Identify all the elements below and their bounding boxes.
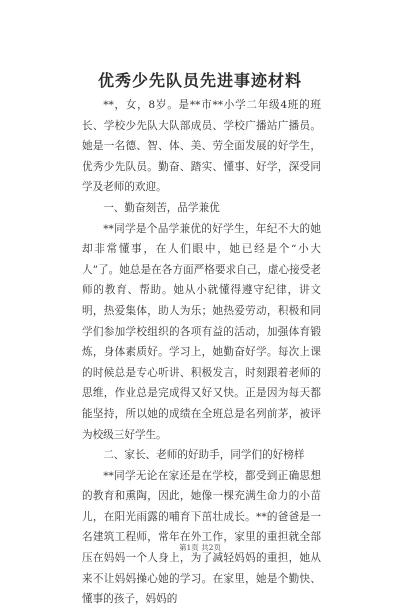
section-paragraph-1: **同学是个品学兼优的好学生，年纪不大的她却非常懂事，在人们眼中，她已经是个“小大人”了。她总是在各方面严格要求自己，虚心接受老师的教育、帮助。她从小就懂得遵守纪律，讲文明，热爱集体，助人为乐；她热爱劳动，积极和同学们参加学校组织的各项有益的活动，加强体育锻炼，身体素质好。学习上，她勤奋好学。每次上课的时候总是专心听讲、积极发言，时刻跟着老师的思维，作业总是完成得又好又快。正是因为每天都能坚持，所以她的成绩在全班总是名列前茅，被评为校级三好学生。	[82, 222, 321, 441]
section-heading-2: 二、家长、老师的好助手，同学们的好榜样	[103, 449, 305, 462]
section-heading-1: 一、勤奋刻苦，品学兼优	[103, 201, 220, 214]
document-title: 优秀少先队员先进事迹材料	[97, 71, 302, 90]
page-number: 第1页 共2页	[179, 543, 221, 552]
section-paragraph-2: **同学无论在家还是在学校，都受到正确思想的教育和熏陶，因此，她像一棵充满生命力的小苗儿，在阳光雨露的哺育下茁壮成长。**的爸爸是一名建筑工程师，常年在外工作，家里的重担就全部压在妈妈一个人身上，为了减轻妈妈的重担，她从来不让妈妈操心她的学习。在家里，她是个勤快、懂事的孩子，妈妈的	[82, 469, 321, 606]
intro-paragraph: **，女，8岁。是**市**小学二年级4班的班长、学校少先队大队部成员、学校广播站广播员。她是一名德、智、体、美、劳全面发展的好学生，优秀少先队员。勤奋、踏实、懂事、好学，深受同学及老师的欢迎。	[82, 99, 321, 194]
document-body	[82, 95, 321, 610]
